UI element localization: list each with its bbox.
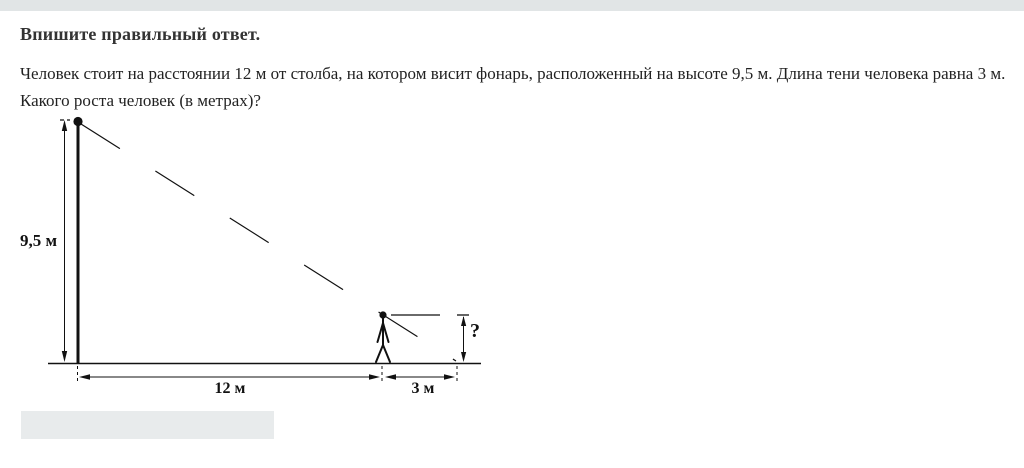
answer-input[interactable] xyxy=(21,411,274,439)
dimension-extension-ticks xyxy=(78,366,458,383)
pole-height-dimension-arrow xyxy=(60,120,70,362)
person-height-dimension-arrow xyxy=(457,315,469,362)
person-height-label: ? xyxy=(470,320,480,342)
diagram-canvas xyxy=(0,110,500,410)
top-bar xyxy=(0,0,1024,11)
shadow-dimension-arrow xyxy=(385,374,455,379)
distance-label: 12 м xyxy=(214,380,246,397)
distance-dimension-arrow xyxy=(79,374,380,379)
light-ray-dashed-line xyxy=(81,124,456,361)
problem-text: Человек стоит на расстоянии 12 м от столба, на котором висит фонарь, расположенный на высоте 9,5 м. Длина тени человека равна 3 м. Какого роста человек (в метрах)? xyxy=(20,64,1006,110)
shadow-length-label: 3 м xyxy=(411,380,435,397)
person-figure xyxy=(376,311,390,362)
page-title: Впишите правильный ответ. xyxy=(20,24,261,44)
geometry-diagram xyxy=(0,110,500,410)
pole-height-label: 9,5 м xyxy=(20,231,58,250)
